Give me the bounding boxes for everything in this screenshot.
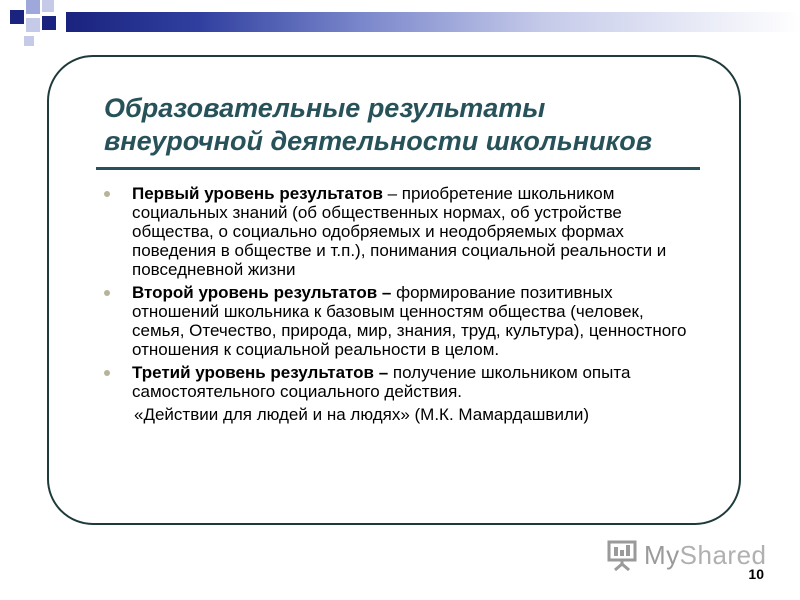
- bullet-heading: Второй уровень результатов –: [132, 283, 392, 302]
- decor-square: [24, 36, 34, 46]
- title-underline: [96, 167, 700, 170]
- bullet-heading: Первый уровень результатов: [132, 184, 383, 203]
- logo-text: MyShared: [644, 539, 767, 570]
- bullet-item: [100, 283, 700, 359]
- page-number: 10: [748, 566, 764, 582]
- quote-text: «Действии для людей и на людях» (М.К. Мамардашвили): [134, 405, 590, 424]
- bullet-text: получение школьником опыта самостоятельного социального действия.: [132, 363, 631, 401]
- top-decorative-band: [0, 0, 800, 48]
- decor-square: [42, 0, 54, 12]
- bullet-text: – приобретение школьником социальных знаний (об общественных нормах, об устройстве общества, о социально одобряемых и неодобряемых формах поведения в обществе и т.п.), понимания социальной реальности и повседневной жизни: [132, 184, 667, 279]
- decor-gradient-bar: [66, 12, 800, 32]
- decor-square: [42, 16, 56, 30]
- bullet-item: [100, 184, 700, 279]
- decor-square: [26, 0, 40, 14]
- slide-content: [100, 184, 700, 425]
- slide-title: [104, 92, 724, 158]
- bullet-dot-icon: [104, 370, 110, 376]
- decor-square: [26, 18, 40, 32]
- bullet-dot-icon: [104, 290, 110, 296]
- bullet-heading: Третий уровень результатов –: [132, 363, 389, 382]
- bullet-item: [100, 363, 700, 401]
- title-line-2: внеурочной деятельности школьников: [104, 126, 653, 156]
- presentation-board-icon: [606, 538, 640, 572]
- bullet-dot-icon: [104, 191, 110, 197]
- title-line-1: Образовательные результаты: [104, 93, 546, 123]
- bullet-text: формирование позитивных отношений школьника к базовым ценностям общества (человек, семья, Отечество, природа, мир, знания, труд, культура), ценностного отношения к социальной реальности в целом.: [132, 283, 687, 359]
- decor-square: [10, 10, 24, 24]
